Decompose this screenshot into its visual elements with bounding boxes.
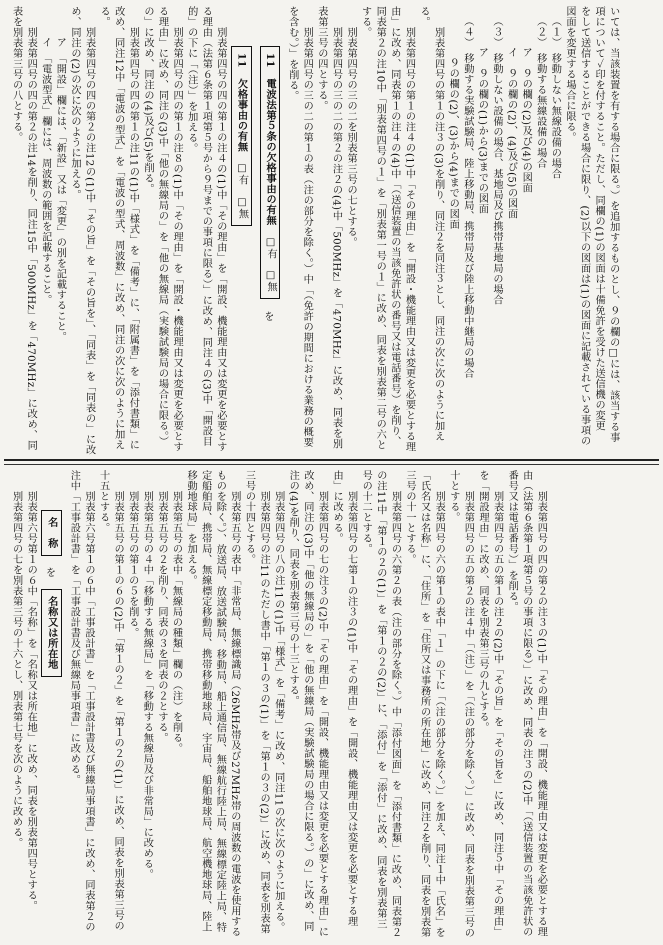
text-column: イ ９の欄の(2)、(4)及び(5)の図面 xyxy=(505,26,517,219)
text-column: 別表第五号の２を削り、同表の３を同表の２とする。 xyxy=(155,470,167,743)
table-box-heading: 11 電波法第５条の欠格事由の有無 xyxy=(264,53,277,226)
text-column: 別表第四号の六第２の表（注の部分を除く。）中「添付図面」を「添付書類」に改め、同表第２の注11中「第１の２の(1)」を「第１の２の(2)」に、「添付」を「添付」に改め、同表を別表第三号の十二とする。 xyxy=(360,470,401,938)
amendment-table-row xyxy=(37,470,66,938)
text-column: 別表第五号の４中「移動する無線局」を「移動する無線局及び非常局」に改める。 xyxy=(141,470,153,880)
bottom-section xyxy=(8,470,655,938)
text-column: 別表第四号の五の第１の注２の(2)中「その旨」を「その旨を」に改め、同注５中「その理由」を「開設理由」に改め、同表を別表第三号の九とする。 xyxy=(477,470,503,937)
text-column: 別表第四号の第１の注３の(3)を削り、同注２を同注３とし、同注の次に次のように加える。 xyxy=(418,6,444,442)
text-column: 別表第五号の表中「非常局、無線標識局（26MHz帯及び27MHz帯の周波数の電波を使用するものを除く。）、放送局、放送試験局、移動局、船上通信局、無線航行陸上局、無線標定陸上局、特定船舶局、携帯局、無線標定移動局、携帯移動地球局、宇宙局、船舶地球局、航空機地球局、陸上移動地球局」を加える。 xyxy=(185,470,240,937)
table-box-before xyxy=(260,46,281,299)
bottom-text-columns xyxy=(8,470,547,938)
text-column: いては、当該装置を有する場合に限る。）を追加するものとし、９の欄の□には、該当する事 xyxy=(607,6,619,443)
table-box-after xyxy=(41,589,62,677)
text-column: （３） 移動しない設備の場合、基地局及び携帯基地局の場合 xyxy=(491,16,502,305)
text-column: 別表第四号の七を別表第三号の十六とし、別表第七号を次のように改める。 xyxy=(10,470,22,848)
text-column: ア ９の欄の(1)から(3)までの図面 xyxy=(476,26,488,215)
text-column: （２） 移動する無線設備の場合 xyxy=(534,16,546,169)
table-box-before xyxy=(41,510,62,556)
table-box-after xyxy=(231,46,252,226)
text-column: 別表第四号の四の第１の注４の(1)中「その理由」を「開設、機能理由又は変更を必要とする理由（法第６条第１項第５号から９号までの事項に限る）」に改め、同注４の(3)中「開設目的」の下に「（注）」を加える。 xyxy=(185,6,226,452)
text-column: （１） 移動しない無線設備の場合 xyxy=(549,16,561,179)
text-column: 別表第四号の四の第２の注12の(1)中「その旨」を「その旨を」、「同表」を「同表の」に改め、同注の(2)の次に次のように加える。 xyxy=(68,6,95,456)
text-column: 別表第四号の三の二を別表第三号の七とする。 xyxy=(345,6,357,248)
section-divider xyxy=(4,459,659,461)
top-text-columns xyxy=(8,6,620,456)
amendment-table-row xyxy=(227,6,284,456)
text-column: 別表第四号の四の第２の注14を削り、同注15中「500MHz」を「470MHz」に改め、同表を別表第三号の八とする。 xyxy=(10,6,37,451)
text-column: 別表第四号の六の第１の表中「１」の下に「（注の部分を除く。）」を加え、同注１中「氏名」を「氏名又は名称」に、「住所」を「住所又は事務所の所在地」に改め、同注２を削り、同表を別表第三号の十一とする。 xyxy=(404,470,445,938)
text-column: 別表第六号第１の６中「名称」を「名称又は所在地」に改め、同表を別表第四号とする。 xyxy=(25,470,37,911)
text-column: 別表第四号の四の第２の注３の(1)中「その理由」を「開設、機能理由又は変更を必要とする理由（法第６条第１項第５号の事項に限る）」に改め、同表の注３の(2)中「（送信装置の当該免許状の番号又は電話番号）」を削る。 xyxy=(506,470,547,938)
text-column: 別表第五号の第１の６の(2)中「第１の２」を「第１の２の(1)」に改め、同表を別表第三号の十五とする。 xyxy=(97,470,124,932)
section-divider-thin xyxy=(4,464,659,465)
table-box-cell: □有 xyxy=(236,163,248,186)
amendment-connector: を xyxy=(43,567,55,578)
text-column: ア 「開設」欄には、「新設」又は「変更」の別を記載すること。 xyxy=(54,16,66,342)
text-column: 別表第四号の七の注３の(2)中「その理由」を「開設、機能理由又は変更を必要とする理由」に改め、同注の(3)中「他の無線局の」を「他の無線局（実験試験局の場合に限る。）の」に改め、同注の(4)を削り、同表を別表第三号の十三とする。 xyxy=(287,470,328,937)
table-box-heading: 名称又は所在地 xyxy=(45,596,58,670)
text-column: 別表第四号の七第１の注３の(1)中「その理由」を「開設、機能理由又は変更を必要とする理由」に改める。 xyxy=(331,470,357,927)
text-column: 別表第四号の四の第１の注11の(1)中「様式」を「備考」に、「附属書」を「添付書類」に改め、同注12中「電波の型式」を「電波の型式、周波数」に改め、同注の次に次のように加える。 xyxy=(98,6,139,451)
text-column: 別表第六号第１の６中「工事設計書」を「工事設計書及び無線局事項書」に改め、同表第２の注中「工事設計書」を「工事設計書及び無線局事項書」に改める。 xyxy=(68,470,94,932)
amendment-connector: を xyxy=(261,310,273,322)
text-column: 別表第四号の三の二の第２の注２の(4)中「500MHz」を「470MHz」に改め、同表を別表第三号の四とする。 xyxy=(315,6,342,450)
text-column: 別表第四号の三の二の第１の表（注の部分を除く。）中「（免許の期間における業務の概要を含む。）」を削る。 xyxy=(286,6,313,448)
text-column: 別表第四号の五の第２の注４中「（注）」を「（注の部分を除く。）」に改め、同表を別表第三号の十とする。 xyxy=(447,470,474,938)
table-box-cell: □無 xyxy=(236,196,248,219)
text-column: イ 「電波型式」欄には、周波数の範囲を記載すること。 xyxy=(39,16,51,305)
table-box-cell: □無 xyxy=(265,270,277,292)
text-column: （４） 移動する実験試験局、陸上移動局、携帯局及び陸上移動中継局の場合 xyxy=(461,16,473,379)
text-column: をして送信することができる場合に限り、(2)以下の図面は(1)の図面に記載されている事項の図面を変更する場合に限る。 xyxy=(563,6,590,447)
text-column: 別表第五号の表中「無線局の種類」欄の（注）を削る。 xyxy=(170,470,182,754)
text-column: 別表第四号の四の第１の注８の(1)中「その理由」を「開設・機能理由又は変更を必要とする理由」に改め、同注の(3)中「他の無線局の」を「他の無線局（実験試験局の場合に限る。）の」に改め、同注の(4)及び(5)を削る。 xyxy=(141,6,183,452)
text-column: 別表第四号の注11のただし書中「第１の３の(1)」を「第１の３の(2)」に改め、同表を別表第三号の十四とする。 xyxy=(243,470,270,935)
table-box-heading: 11 欠格事由の有無 xyxy=(235,53,248,152)
table-box-heading: 名 称 xyxy=(45,517,58,549)
text-column: ア ９の欄の(2)及び(4)の図面 xyxy=(520,26,532,194)
text-column: 項について✓印を付すること。ただし、同欄の(1)の図面は十備免許を受けた送信機の変更 xyxy=(593,6,605,431)
text-column: 別表第四号の八の注11の(1)中「様式」を「備考」に改め、同注11の次に次のように加える。 xyxy=(272,470,284,933)
text-column: 別表第五号の第１の５を削る。 xyxy=(126,470,138,638)
top-section xyxy=(8,6,655,456)
text-column: ９の欄の(2)、(3)から(4)までの図面 xyxy=(447,26,459,230)
text-column: 別表第四号の第１の注４の(1)中「その理由」を「開設・機能理由又は変更を必要とする理由」に改め、同表第１の注４の(4)中「（送信装置の当該免許状の番号又は電話番号）を削り、同表第２の注10中「別表第四号の１」を「別表第一号の１」に改め、同表を別表第二号の六とする。 xyxy=(359,6,415,452)
table-box-cell: □有 xyxy=(265,236,277,259)
